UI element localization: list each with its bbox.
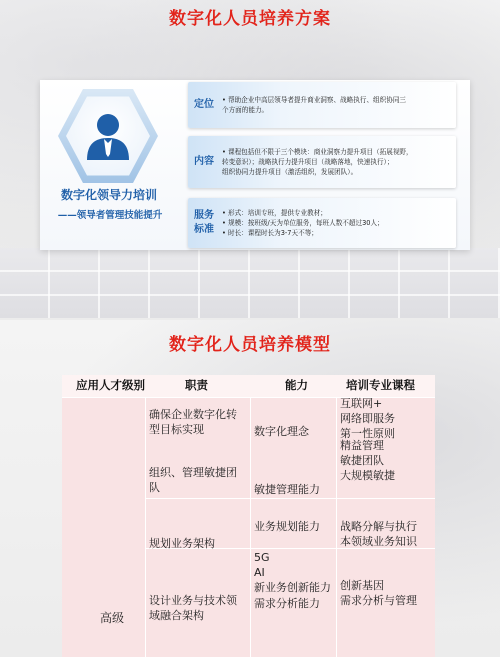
training-subtitle: ——领导者管理技能提升 (57, 210, 163, 221)
column-divider (250, 397, 251, 657)
courses-cell: 战略分解与执行 本领域业务知识 (340, 520, 417, 549)
row-label: 内容 (194, 155, 214, 167)
row-description: • 帮助企业中高层领导者提升商业洞察、战略执行、组织协同三 个方面的能力。 (222, 95, 407, 114)
hexagon-badge (58, 86, 158, 186)
floor-background (0, 248, 500, 318)
ability-cell: 敏捷管理能力 (254, 483, 320, 496)
slide-training-plan (0, 0, 500, 318)
column-divider (145, 397, 146, 657)
row-content (188, 136, 456, 188)
training-title: 数字化领导力培训 (60, 188, 157, 202)
row-label: 服务 标准 (194, 209, 214, 235)
row-service-standard (188, 198, 456, 248)
courses-cell: 创新基因 需求分析与管理 (340, 579, 417, 608)
header-level: 应用人才级别 (76, 378, 145, 392)
header-duty: 职责 (185, 378, 208, 392)
duty-cell: 设计业务与技术领 域融合架构 (149, 594, 237, 623)
row-description: • 形式：培训专班，提供专业教材； • 规模：按班级/天为单位服务，每班人数不超过30人； • 时长：课程时长为3-7天不等； (222, 208, 384, 238)
courses-cell: 互联网+ 网络即服务 第一性原则 (340, 397, 395, 441)
courses-cell: 精益管理 敏捷团队 大规模敏捷 (340, 439, 395, 483)
duty-cell: 确保企业数字化转 型目标实现 (149, 408, 237, 437)
row-divider (145, 498, 435, 499)
header-courses: 培训专业课程 (346, 378, 415, 392)
duty-cell: 规划业务架构 (149, 537, 215, 550)
row-label: 定位 (194, 98, 214, 110)
ability-cell: 5G AI 新业务创新能力 需求分析能力 (254, 551, 331, 610)
slide-training-model (0, 320, 500, 657)
person-icon (85, 110, 131, 162)
row-positioning (188, 82, 456, 128)
ability-cell: 数字化理念 (254, 425, 309, 438)
ability-cell: 业务规划能力 (254, 520, 320, 533)
level-cell: 高级 (100, 611, 125, 625)
header-ability: 能力 (285, 378, 308, 392)
slide1-title: 数字化人员培养方案 (169, 9, 331, 29)
slide2-title: 数字化人员培养模型 (169, 335, 331, 355)
row-description: • 课程包括但不限于三个模块：商业洞察力提升项目（拓展视野， 转变意识）；战略执行力提升项目（战略落地，快速执行）； 组织协同力提升项目（激活组织，发展团队）。 (222, 147, 413, 177)
column-divider (336, 397, 337, 657)
duty-cell: 组织、管理敏捷团 队 (149, 466, 237, 495)
